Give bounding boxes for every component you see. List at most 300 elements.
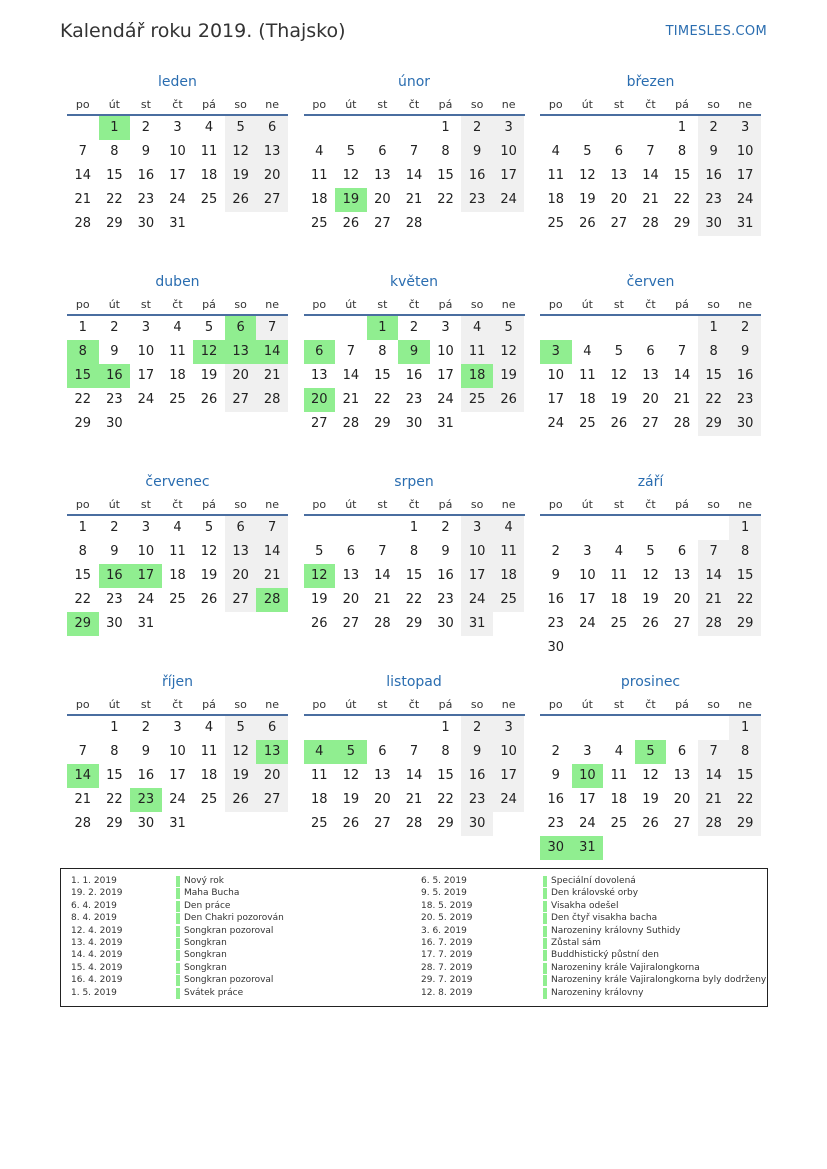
holiday-day-cell: 20 [304,388,336,412]
day-cell: 6 [378,744,387,759]
weekday-label: út [345,98,357,111]
legend-row [71,875,421,887]
legend-row [71,900,421,912]
day-cell: 2 [729,316,761,340]
legend-holiday-name: Den čtyř visakha bacha [551,913,658,924]
day-cell: 2 [441,520,450,535]
holiday-day-cell: 12 [304,564,336,588]
legend-row [421,887,766,899]
day-cell: 14 [256,540,288,564]
day-cell: 16 [405,368,423,383]
day-cell: 16 [461,164,493,188]
day-cell: 28 [74,216,92,231]
weekday-label: ne [265,98,280,111]
day-cell: 17 [579,592,596,607]
day-cell: 15 [74,568,92,583]
day-cell: 26 [642,616,659,631]
day-cell: 23 [137,192,155,207]
day-cell: 3 [173,120,182,135]
day-cell: 19 [200,368,218,383]
weekday-label: po [548,298,563,311]
day-cell: 23 [698,188,730,212]
weekday-label: ne [501,698,516,711]
day-cell: 31 [137,616,155,631]
day-cell: 20 [374,792,391,807]
weekday-label: st [140,498,151,511]
holiday-day-cell: 1 [99,116,131,140]
day-cell: 20 [642,392,659,407]
empty-cell [335,316,367,340]
day-cell: 29 [106,216,123,231]
weekday-label: ne [501,498,516,511]
day-cell: 3 [583,544,592,559]
holiday-day-cell: 16 [99,364,131,388]
day-cell: 5 [315,544,324,559]
day-grid [304,716,525,836]
day-cell: 20 [673,792,691,807]
day-cell: 3 [583,744,592,759]
day-cell: 19 [642,592,659,607]
day-cell: 15 [437,768,454,783]
day-cell: 31 [437,416,454,431]
weekday-header [540,494,761,516]
day-cell: 7 [698,740,730,764]
month-calendar [67,70,288,270]
empty-cell [603,716,635,740]
holiday-day-cell: 5 [335,740,367,764]
day-cell: 7 [256,516,288,540]
day-cell: 4 [614,744,624,759]
weekday-header [67,694,288,716]
weekday-label: út [581,298,593,311]
empty-cell [367,716,399,740]
day-cell: 2 [141,720,151,735]
weekday-header [304,494,525,516]
day-cell: 30 [698,212,730,236]
day-grid [67,516,288,636]
day-cell: 15 [374,368,391,383]
weekday-header [540,94,761,116]
empty-cell [398,716,430,740]
day-cell: 21 [374,592,391,607]
day-cell: 26 [225,188,257,212]
empty-cell [572,116,604,140]
day-cell: 25 [311,216,328,231]
weekday-label: so [470,98,484,111]
holiday-day-cell: 30 [540,836,572,860]
day-cell: 31 [461,612,493,636]
holiday-day-cell: 8 [67,340,99,364]
empty-cell [572,516,604,540]
day-cell: 3 [493,716,525,740]
legend-column-right [421,875,767,1006]
day-cell: 8 [409,544,419,559]
day-cell: 29 [106,816,123,831]
weekday-label: st [140,698,151,711]
day-cell: 7 [646,144,655,159]
day-cell: 2 [698,116,730,140]
holiday-day-cell: 16 [99,564,131,588]
weekday-label: út [345,698,357,711]
day-cell: 18 [200,768,218,783]
empty-cell [335,516,367,540]
day-cell: 27 [225,588,257,612]
day-cell: 9 [461,740,493,764]
day-cell: 27 [673,616,691,631]
site-brand-link[interactable]: TIMESLES.COM [665,24,767,39]
day-cell: 22 [74,392,92,407]
weekday-label: út [108,298,120,311]
day-cell: 23 [106,592,123,607]
day-cell: 21 [698,788,730,812]
empty-cell [304,116,336,140]
weekday-label: po [548,98,563,111]
empty-cell [603,516,635,540]
day-cell: 25 [169,392,186,407]
day-cell: 6 [256,716,288,740]
day-cell: 6 [378,144,387,159]
weekday-label: so [707,298,720,311]
holiday-day-cell: 28 [256,588,288,612]
day-cell: 18 [547,192,565,207]
day-cell: 2 [141,120,151,135]
weekday-label: ne [738,498,753,511]
day-cell: 3 [441,320,450,335]
day-cell: 18 [579,392,596,407]
day-cell: 28 [698,612,730,636]
empty-cell [572,316,604,340]
weekday-label: pá [202,498,216,511]
legend-holiday-name: Songkran [184,937,227,948]
holiday-day-cell: 17 [130,564,162,588]
day-cell: 15 [698,364,730,388]
weekday-label: so [234,298,247,311]
weekday-label: st [140,298,151,311]
day-cell: 29 [405,616,423,631]
day-cell: 3 [729,116,761,140]
day-cell: 25 [200,792,218,807]
day-cell: 7 [78,744,87,759]
empty-cell [398,116,430,140]
day-cell: 1 [441,120,450,135]
legend-row [71,887,421,899]
weekday-label: út [581,698,593,711]
months-grid [67,70,761,870]
day-cell: 2 [110,520,119,535]
day-cell: 24 [579,816,596,831]
day-cell: 5 [646,544,655,559]
day-cell: 18 [493,564,525,588]
weekday-label: st [613,698,624,711]
day-grid [304,516,525,636]
day-cell: 22 [106,792,123,807]
day-cell: 14 [698,764,730,788]
weekday-label: út [108,698,120,711]
legend-holiday-name: Songkran pozoroval [184,925,274,936]
day-cell: 9 [110,344,119,359]
day-cell: 1 [78,520,87,535]
day-cell: 16 [547,592,565,607]
day-cell: 20 [673,592,691,607]
holiday-day-cell: 19 [335,188,367,212]
day-cell: 13 [673,768,691,783]
legend-holiday-name: Den královské orby [551,888,639,899]
holiday-day-cell: 23 [130,788,162,812]
month-name: červenec [145,474,210,490]
day-cell: 26 [342,216,360,231]
weekday-label: čt [172,698,183,711]
empty-cell [698,516,730,540]
weekday-label: ne [501,98,516,111]
day-cell: 31 [729,212,761,236]
month-calendar [540,70,761,270]
weekday-label: st [377,698,388,711]
day-cell: 20 [374,192,391,207]
day-cell: 2 [551,744,560,759]
legend-holiday-name: Buddhistický půstní den [551,950,659,961]
weekday-label: ne [501,298,516,311]
weekday-label: út [345,298,357,311]
day-cell: 1 [729,716,761,740]
day-cell: 11 [461,340,493,364]
day-cell: 12 [642,568,659,583]
legend-row [421,949,766,961]
day-cell: 12 [342,768,360,783]
day-cell: 16 [698,164,730,188]
legend-holiday-name: Visakha odešel [551,900,619,911]
day-cell: 11 [610,768,628,783]
day-cell: 27 [256,788,288,812]
day-cell: 11 [547,168,565,183]
day-cell: 23 [461,788,493,812]
day-grid [540,116,761,236]
month-name: únor [397,74,431,90]
day-cell: 17 [461,564,493,588]
day-cell: 12 [610,368,628,383]
weekday-label: po [75,498,90,511]
legend-date: 18. 5. 2019 [421,900,473,911]
empty-cell [666,716,698,740]
day-cell: 5 [204,320,214,335]
weekday-label: pá [675,698,689,711]
day-cell: 18 [200,168,218,183]
day-cell: 2 [110,320,119,335]
day-cell: 9 [441,544,450,559]
empty-cell [666,516,698,540]
day-cell: 7 [78,144,87,159]
day-cell: 27 [256,188,288,212]
day-cell: 21 [405,192,423,207]
holiday-day-cell: 14 [67,764,99,788]
day-cell: 13 [374,768,391,783]
day-cell: 11 [169,344,186,359]
weekday-label: út [581,98,593,111]
day-cell: 10 [137,544,155,559]
day-cell: 26 [642,816,659,831]
day-cell: 24 [493,788,525,812]
weekday-label: pá [438,298,453,311]
legend-row [71,912,421,924]
day-cell: 30 [106,616,123,631]
day-cell: 1 [409,520,419,535]
empty-cell [304,516,336,540]
day-cell: 25 [547,216,565,231]
weekday-label: po [75,698,90,711]
day-cell: 17 [169,168,186,183]
day-cell: 8 [441,144,450,159]
day-cell: 6 [677,744,687,759]
day-cell: 15 [405,568,423,583]
day-cell: 16 [137,768,155,783]
legend-date: 1. 1. 2019 [71,876,117,886]
legend-date: 14. 4. 2019 [71,950,123,961]
legend-row [71,937,421,949]
day-cell: 17 [547,392,565,407]
day-cell: 28 [698,812,730,836]
holiday-day-cell: 18 [461,364,493,388]
day-cell: 10 [579,568,596,583]
legend-date: 17. 7. 2019 [421,950,473,961]
day-cell: 4 [614,544,624,559]
day-cell: 20 [610,192,628,207]
legend-row [421,875,766,887]
day-grid [67,716,288,836]
legend-date: 13. 4. 2019 [71,937,123,948]
weekday-header [304,294,525,316]
empty-cell [304,716,336,740]
day-grid [540,716,761,860]
legend-holiday-name: Narozeniny krále Vajiralongkorna [551,962,700,973]
day-cell: 17 [493,164,525,188]
day-cell: 6 [225,516,257,540]
day-cell: 20 [256,164,288,188]
day-cell: 23 [729,388,761,412]
day-cell: 11 [493,540,525,564]
weekday-label: so [470,698,484,711]
day-cell: 27 [311,416,328,431]
weekday-label: čt [645,98,656,111]
day-cell: 2 [409,320,419,335]
day-cell: 30 [137,816,155,831]
day-cell: 12 [225,740,257,764]
day-cell: 1 [729,516,761,540]
day-cell: 21 [256,364,288,388]
empty-cell [335,116,367,140]
empty-cell [635,716,667,740]
month-name: říjen [161,674,194,690]
weekday-label: ne [265,498,280,511]
day-cell: 22 [729,788,761,812]
day-cell: 29 [374,416,391,431]
day-cell: 9 [698,140,730,164]
legend-row [421,974,766,986]
legend-date: 15. 4. 2019 [71,962,123,973]
day-cell: 10 [169,144,186,159]
day-cell: 9 [729,340,761,364]
day-cell: 10 [137,344,155,359]
day-cell: 27 [342,616,360,631]
weekday-label: út [108,498,120,511]
day-cell: 19 [200,568,218,583]
weekday-label: st [613,498,624,511]
weekday-header [540,694,761,716]
day-cell: 28 [405,216,423,231]
month-name: březen [626,74,675,90]
month-calendar [304,70,525,270]
weekday-label: út [108,98,120,111]
day-cell: 26 [200,392,218,407]
day-cell: 26 [493,388,525,412]
month-calendar [304,270,525,470]
day-cell: 31 [169,216,186,231]
legend-holiday-name: Nový rok [184,876,224,886]
day-cell: 7 [409,744,419,759]
day-cell: 7 [677,344,687,359]
holiday-day-cell: 13 [256,740,288,764]
legend-date: 12. 4. 2019 [71,925,123,936]
day-cell: 2 [461,716,493,740]
day-cell: 25 [610,816,628,831]
weekday-label: pá [438,98,453,111]
day-grid [67,316,288,436]
empty-cell [666,316,698,340]
day-grid [540,516,761,660]
legend-row [71,962,421,974]
day-cell: 7 [409,144,419,159]
day-cell: 4 [173,320,182,335]
legend-row [421,912,766,924]
legend-date: 12. 8. 2019 [421,987,473,998]
weekday-label: čt [408,498,420,511]
day-cell: 25 [610,616,628,631]
day-cell: 19 [225,764,257,788]
empty-cell [367,516,399,540]
day-cell: 5 [225,716,257,740]
legend-date: 28. 7. 2019 [421,962,473,973]
day-cell: 28 [74,816,92,831]
day-cell: 30 [137,216,155,231]
day-cell: 13 [610,168,628,183]
day-cell: 4 [461,316,493,340]
day-cell: 1 [110,720,119,735]
day-cell: 10 [547,368,565,383]
weekday-label: čt [172,498,183,511]
day-cell: 22 [74,592,92,607]
legend-holiday-name: Songkran pozoroval [184,975,274,986]
weekday-label: út [581,498,593,511]
weekday-label: pá [438,698,453,711]
day-cell: 9 [141,744,151,759]
day-cell: 23 [547,816,565,831]
legend-date: 16. 4. 2019 [71,975,123,986]
weekday-header [540,294,761,316]
day-cell: 18 [610,792,628,807]
weekday-label: so [234,98,247,111]
weekday-label: so [707,498,720,511]
month-calendar [67,270,288,470]
day-cell: 29 [74,416,92,431]
day-cell: 11 [311,168,328,183]
legend-row [71,925,421,937]
day-cell: 22 [698,388,730,412]
day-cell: 24 [493,188,525,212]
legend-date: 19. 2. 2019 [71,888,123,899]
legend-date: 1. 5. 2019 [71,987,117,998]
day-cell: 8 [441,744,450,759]
day-cell: 20 [225,364,257,388]
weekday-header [67,494,288,516]
day-cell: 5 [614,344,624,359]
